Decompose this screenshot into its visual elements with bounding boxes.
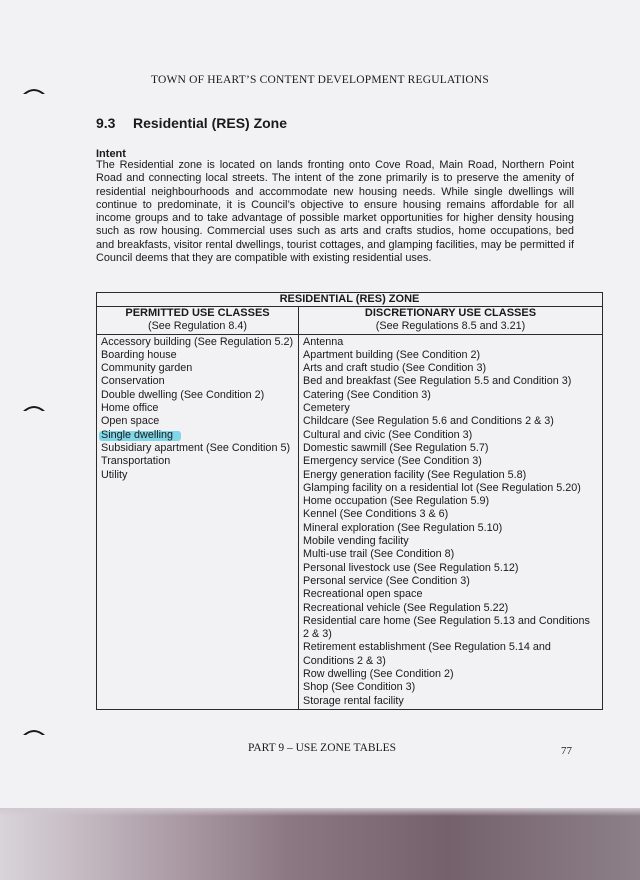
discretionary-item: Antenna (303, 335, 344, 348)
discretionary-item: Cemetery (303, 402, 350, 415)
punch-hole-mark (22, 86, 46, 95)
permitted-item: Open space (101, 415, 160, 428)
discretionary-item: Home occupation (See Regulation 5.9) (303, 495, 490, 508)
discretionary-item: Energy generation facility (See Regulation 5.8) (303, 468, 527, 481)
discretionary-item: Bed and breakfast (See Regulation 5.5 and Condition 3) (303, 375, 572, 388)
scanner-background (0, 808, 640, 880)
permitted-subheader: (See Regulation 8.4) (147, 320, 248, 333)
section-title: Residential (RES) Zone (133, 115, 288, 131)
discretionary-item: Glamping facility on a residential lot (See Regulation 5.20) (303, 481, 581, 494)
discretionary-item: Storage rental facility (303, 694, 404, 707)
discretionary-item: Cultural and civic (See Condition 3) (303, 428, 473, 441)
page-footer: PART 9 – USE ZONE TABLES (248, 742, 397, 754)
discretionary-item: Arts and craft studio (See Condition 3) (303, 362, 487, 375)
section-number: 9.3 (96, 115, 116, 131)
discretionary-item: Emergency service (See Condition 3) (303, 455, 482, 468)
discretionary-item: Mobile vending facility (303, 535, 409, 548)
discretionary-item: Domestic sawmill (See Regulation 5.7) (303, 441, 489, 454)
intent-paragraph: The Residential zone is located on lands fronting onto Cove Road, Main Road, Northern Point Road and connecting local streets. The intent of the zone primarily is to preserve the amenity of residential neighbourhoods and accommodate new housing needs. While single dwellings will continue to predominate, it is Council’s objective to ensure housing remains affordable for all income groups and to take advantage of possible market opportunities for higher density housing such as row housing. Commercial uses such as arts and crafts studios, home occupations, bed and breakfasts, visitor rental dwellings, tourist cottages, and glamping facilities, may be permitted if Council deems that they are compatible with existing residential uses. (96, 159, 574, 265)
permitted-item: Double dwelling (See Condition 2) (101, 388, 265, 401)
permitted-item-highlighted: Single dwelling (101, 428, 174, 441)
discretionary-header: DISCRETIONARY USE CLASSES (364, 307, 537, 319)
permitted-item: Community garden (101, 362, 193, 375)
permitted-list (97, 334, 299, 709)
section-heading (96, 115, 287, 131)
discretionary-item: Personal livestock use (See Regulation 5.12) (303, 561, 519, 574)
permitted-item: Subsidiary apartment (See Condition 5) (101, 441, 291, 454)
permitted-item: Conservation (101, 375, 165, 388)
discretionary-item: Shop (See Condition 3) (303, 681, 416, 694)
permitted-header-cell (97, 307, 299, 335)
punch-hole-mark (22, 403, 46, 412)
permitted-item: Boarding house (101, 348, 177, 361)
permitted-item: Home office (101, 402, 159, 415)
use-classes-table (96, 292, 603, 710)
page-number: 77 (561, 745, 572, 757)
permitted-item: Utility (101, 468, 128, 481)
discretionary-item: Apartment building (See Condition 2) (303, 348, 481, 361)
discretionary-item: Row dwelling (See Condition 2) (303, 668, 454, 681)
discretionary-item: Multi-use trail (See Condition 8) (303, 548, 455, 561)
intent-label: Intent (96, 148, 126, 160)
discretionary-item: Recreational open space (303, 588, 423, 601)
discretionary-item: Retirement establishment (See Regulation 5.14 and Conditions 2 & 3) (303, 641, 551, 667)
discretionary-item: Residential care home (See Regulation 5.13 and Conditions 2 & 3) (303, 614, 590, 641)
running-header: TOWN OF HEART’S CONTENT DEVELOPMENT REGULATIONS (150, 74, 490, 86)
permitted-item: Accessory building (See Regulation 5.2) (101, 335, 294, 348)
discretionary-item: Catering (See Condition 3) (303, 388, 431, 401)
discretionary-subheader: (See Regulations 8.5 and 3.21) (375, 320, 526, 333)
discretionary-item: Mineral exploration (See Regulation 5.10) (303, 521, 503, 534)
discretionary-item: Personal service (See Condition 3) (303, 574, 470, 587)
discretionary-item: Recreational vehicle (See Regulation 5.22) (303, 601, 509, 614)
discretionary-list (299, 334, 603, 709)
discretionary-item: Kennel (See Conditions 3 & 6) (303, 508, 449, 521)
discretionary-item: Childcare (See Regulation 5.6 and Conditions 2 & 3) (303, 415, 554, 428)
discretionary-header-cell (299, 307, 603, 335)
punch-hole-mark (22, 727, 46, 736)
permitted-header: PERMITTED USE CLASSES (125, 307, 270, 319)
permitted-item: Transportation (101, 455, 171, 468)
table-title: RESIDENTIAL (RES) ZONE (97, 293, 603, 307)
